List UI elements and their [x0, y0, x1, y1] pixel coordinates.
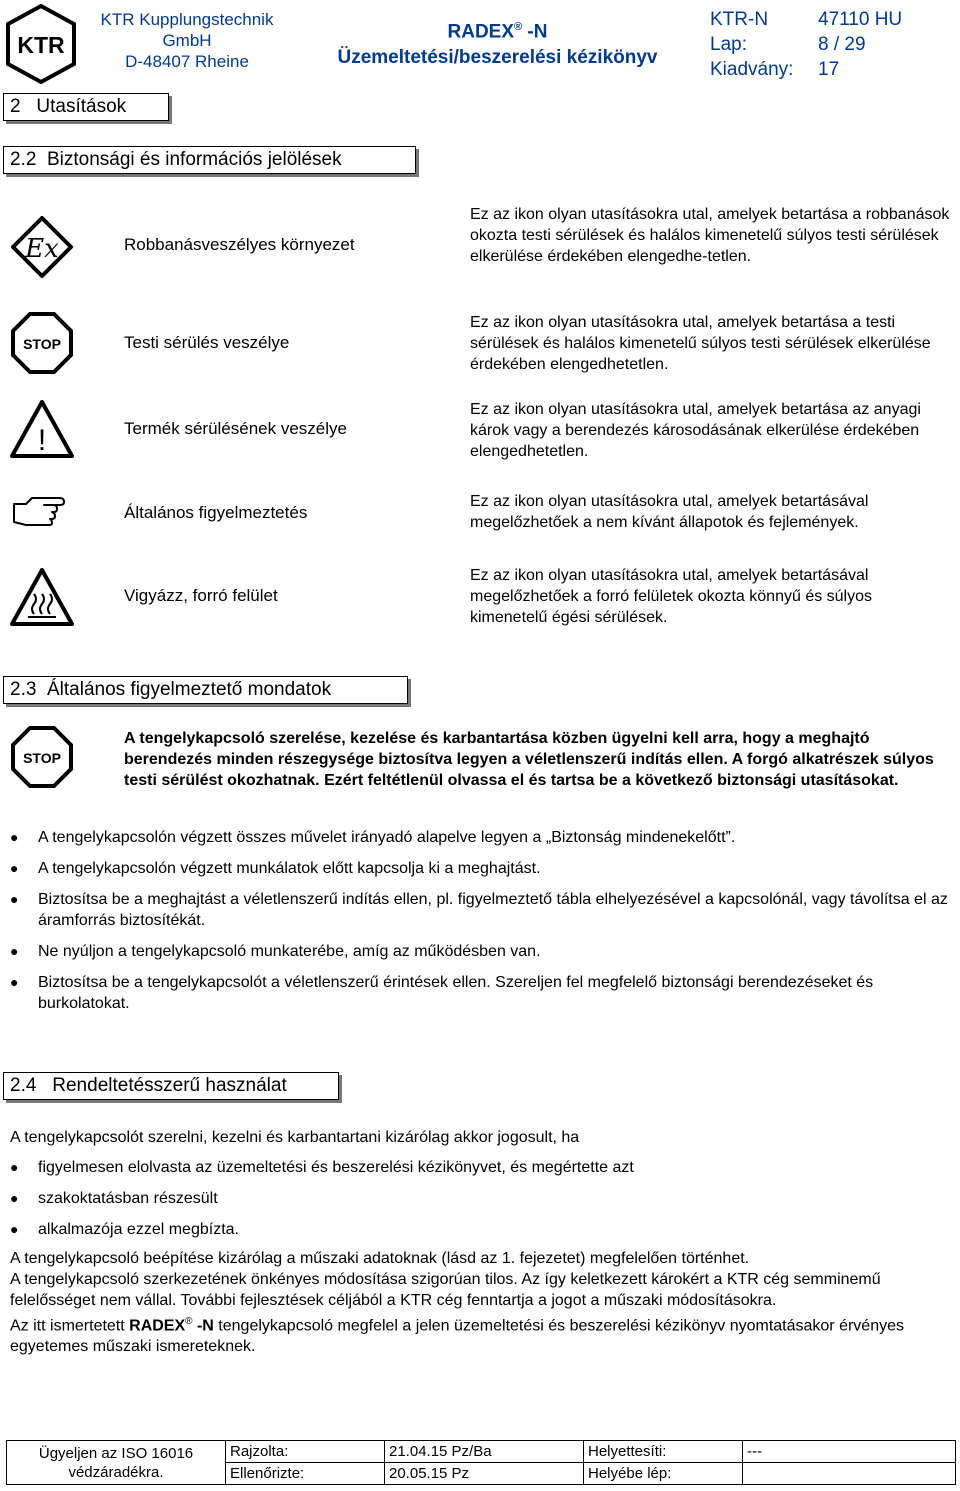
symbol-description: Ez az ikon olyan utasításokra utal, amelyek betartása a testi sérülések és halálos kimenetelű súlyos testi sérülések elkerülése érdekében elengedhetetlen.	[470, 314, 931, 373]
section-number: 2.4	[10, 1075, 37, 1096]
replaced-by-label: Helyébe lép:	[584, 1463, 743, 1485]
company-name: KTR Kupplungstechnik	[100, 10, 274, 29]
product-name: RADEX	[447, 21, 515, 43]
symbol-description: Ez az ikon olyan utasításokra utal, amelyek betartásával megelőzhetőek a forró felületek okozta könnyű és súlyos kimenetelű égési sérülések.	[470, 567, 873, 626]
list-item: ● figyelmesen elolvasta az üzemeltetési és beszerelési kézikönyvet, és megértette azt	[10, 1159, 634, 1176]
section-2-3-heading	[3, 676, 408, 704]
usage-conditions-list	[10, 1157, 950, 1250]
explosion-icon	[10, 215, 74, 279]
section-title: Biztonsági és információs jelölések	[46, 149, 342, 170]
iso-notice: Ügyeljen az ISO 16016 védzáradékra.	[7, 1441, 226, 1485]
symbol-description: Ez az ikon olyan utasításokra utal, amelyek betartásával megelőzhetőek a nem kívánt állapotok és fejlemények.	[470, 493, 869, 531]
product-suffix: -N	[522, 21, 548, 43]
stop-icon	[10, 725, 74, 789]
list-item: ● Ne nyúljon a tengelykapcsoló munkaterébe, amíg az működésben van.	[10, 943, 541, 960]
paragraph: A tengelykapcsoló beépítése kizárólag a műszaki adatoknak (lásd az 1. fejezetet) megfelelően történhet.	[10, 1250, 750, 1267]
list-item: ● szakoktatásban részesült	[10, 1190, 218, 1207]
hot-surface-icon	[10, 566, 74, 630]
symbol-label: Testi sérülés veszélye	[124, 333, 290, 352]
section-number: 2	[10, 96, 21, 117]
symbol-description: Ez az ikon olyan utasításokra utal, amelyek betartása a robbanások okozta testi sérülések és halálos kimenetelű súlyos testi sérülések elkerülése érdekében elengedhe-tetlen.	[470, 206, 950, 265]
company-city: D-48407 Rheine	[125, 52, 249, 71]
pointing-hand-icon	[10, 490, 74, 530]
edition-value: 17	[818, 59, 840, 80]
section-2-2-heading	[3, 146, 416, 174]
drawn-label: Rajzolta:	[226, 1441, 385, 1463]
section-title: Utasítások	[36, 96, 127, 117]
page-value: 8 / 29	[818, 34, 866, 55]
company-address	[87, 9, 287, 72]
usage-text	[10, 1248, 950, 1357]
list-item: ● Biztosítsa be a meghajtást a véletlenszerű indítás ellen, pl. figyelmeztető tábla elhelyezésével a kapcsolónál, vagy távolítsa el az áramforrás biztosítékát.	[10, 891, 948, 929]
document-title	[300, 14, 695, 71]
list-item: ● A tengelykapcsolón végzett összes művelet irányadó alapelve legyen a „Biztonság mindenekelőtt”.	[10, 829, 736, 846]
replaces-value: ---	[743, 1441, 956, 1463]
symbol-label: Robbanásveszélyes környezet	[124, 235, 355, 254]
warning-triangle-icon	[10, 398, 74, 462]
doc-id-label: KTR-N	[710, 9, 769, 30]
section-number: 2.2	[10, 149, 37, 170]
svg-text:!: !	[37, 424, 47, 457]
replaces-label: Helyettesíti:	[584, 1441, 743, 1463]
doc-id-value: 47110 HU	[818, 9, 903, 30]
replaced-by-value	[743, 1463, 956, 1485]
drawn-value: 21.04.15 Pz/Ba	[385, 1441, 584, 1463]
paragraph: Az itt ismertetett RADEX® -N tengelykapcsoló megfelel a jelen üzemeltetési és beszerelési kézikönyv nyomtatásakor érvényes egyetemes műszaki ismereteknek.	[10, 1316, 904, 1356]
list-item: ● alkalmazója ezzel megbízta.	[10, 1221, 239, 1238]
symbol-label: Termék sérülésének veszélye	[124, 419, 347, 438]
document-meta	[710, 7, 955, 82]
section-2-4-heading	[3, 1072, 339, 1100]
list-item: ● Biztosítsa be a tengelykapcsolót a véletlenszerű érintések ellen. Szereljen fel megfelelő biztonsági berendezéseket és burkolatokat.	[10, 974, 874, 1012]
svg-text:STOP: STOP	[23, 750, 61, 766]
manual-title: Üzemeltetési/beszerelési kézikönyv	[337, 47, 658, 69]
section-title: Rendeltetésszerű használat	[52, 1075, 287, 1096]
symbol-label: Vigyázz, forró felület	[124, 586, 278, 605]
usage-intro: A tengelykapcsolót szerelni, kezelni és karbantartani kizárólag akkor jogosult, ha	[10, 1129, 580, 1146]
logo-text: KTR	[17, 32, 65, 58]
checked-value: 20.05.15 Pz	[385, 1463, 584, 1485]
page-label: Lap:	[710, 34, 747, 55]
ktr-logo	[6, 4, 76, 84]
company-form: GmbH	[162, 31, 212, 50]
paragraph: A tengelykapcsoló szerkezetének önkényes módosítása szigorúan tilos. Az így keletkezett károkért a KTR cég semminemű felelősséget nem vállal. További fejlesztések céljából a KTR cég fenntartja a jogot a műszaki módosításokra.	[10, 1271, 881, 1309]
checked-label: Ellenőrizte:	[226, 1463, 385, 1485]
footer-table	[6, 1440, 956, 1485]
section-2-heading	[3, 93, 169, 121]
stop-icon	[10, 311, 74, 375]
safety-warning-text: A tengelykapcsoló szerelése, kezelése és karbantartása közben ügyelni kell arra, hogy a meghajtó berendezés minden részegysége biztosítva legyen a véletlenszerű indítás ellen. A forgó alkatrészek súlyos testi sérülést okozhatnak. Ezért feltétlenül olvassa el és tartsa be a következő biztonsági utasításokat.	[124, 730, 934, 789]
symbol-description: Ez az ikon olyan utasításokra utal, amelyek betartása az anyagi károk vagy a berendezés károsodásának elkerülése érdekében elengedhetetlen.	[470, 401, 921, 460]
svg-text:Ex: Ex	[25, 234, 59, 264]
list-item: ● A tengelykapcsolón végzett munkálatok előtt kapcsolja ki a meghajtást.	[10, 860, 541, 877]
symbol-label: Általános figyelmeztetés	[124, 503, 308, 522]
edition-label: Kiadvány:	[710, 59, 794, 80]
section-number: 2.3	[10, 679, 37, 700]
safety-instructions-list	[10, 827, 950, 1024]
section-title: Általános figyelmeztető mondatok	[46, 679, 332, 700]
registered-mark: ®	[514, 21, 523, 33]
svg-text:STOP: STOP	[23, 336, 61, 352]
